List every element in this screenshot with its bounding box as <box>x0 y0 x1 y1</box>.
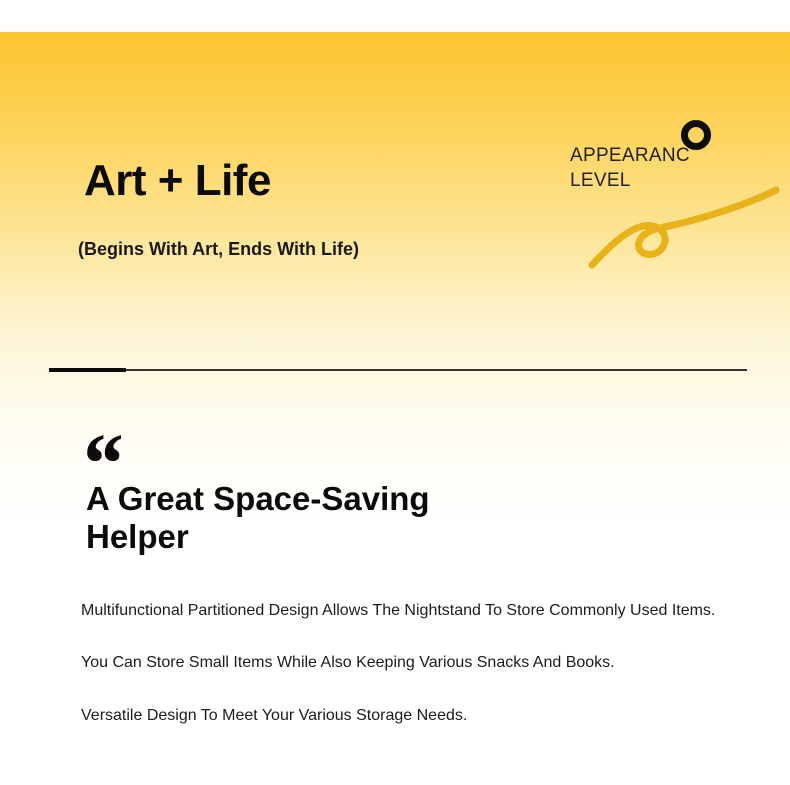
feature-paragraph-3: Versatile Design To Meet Your Various Storage Needs. <box>81 707 468 724</box>
squiggle-stroke <box>592 190 776 265</box>
level-label-line-2: LEVEL <box>570 170 631 191</box>
feature-heading <box>86 480 506 556</box>
quote-mark: “ <box>79 415 122 511</box>
hero-title: Art + Life <box>84 156 271 205</box>
hero-subtitle: (Begins With Art, Ends With Life) <box>78 239 359 259</box>
section-divider-accent <box>49 368 126 372</box>
squiggle-icon <box>580 180 785 275</box>
section-divider <box>49 369 747 371</box>
feature-paragraph-2: You Can Store Small Items While Also Keeping Various Snacks And Books. <box>81 654 615 671</box>
level-label-line-1: APPEARANC <box>570 145 690 166</box>
feature-heading-line-1: A Great Space-Saving <box>86 480 430 517</box>
feature-paragraph-1: Multifunctional Partitioned Design Allows The Nightstand To Store Commonly Used Items. <box>81 602 716 619</box>
feature-heading-line-2: Helper <box>86 518 189 555</box>
